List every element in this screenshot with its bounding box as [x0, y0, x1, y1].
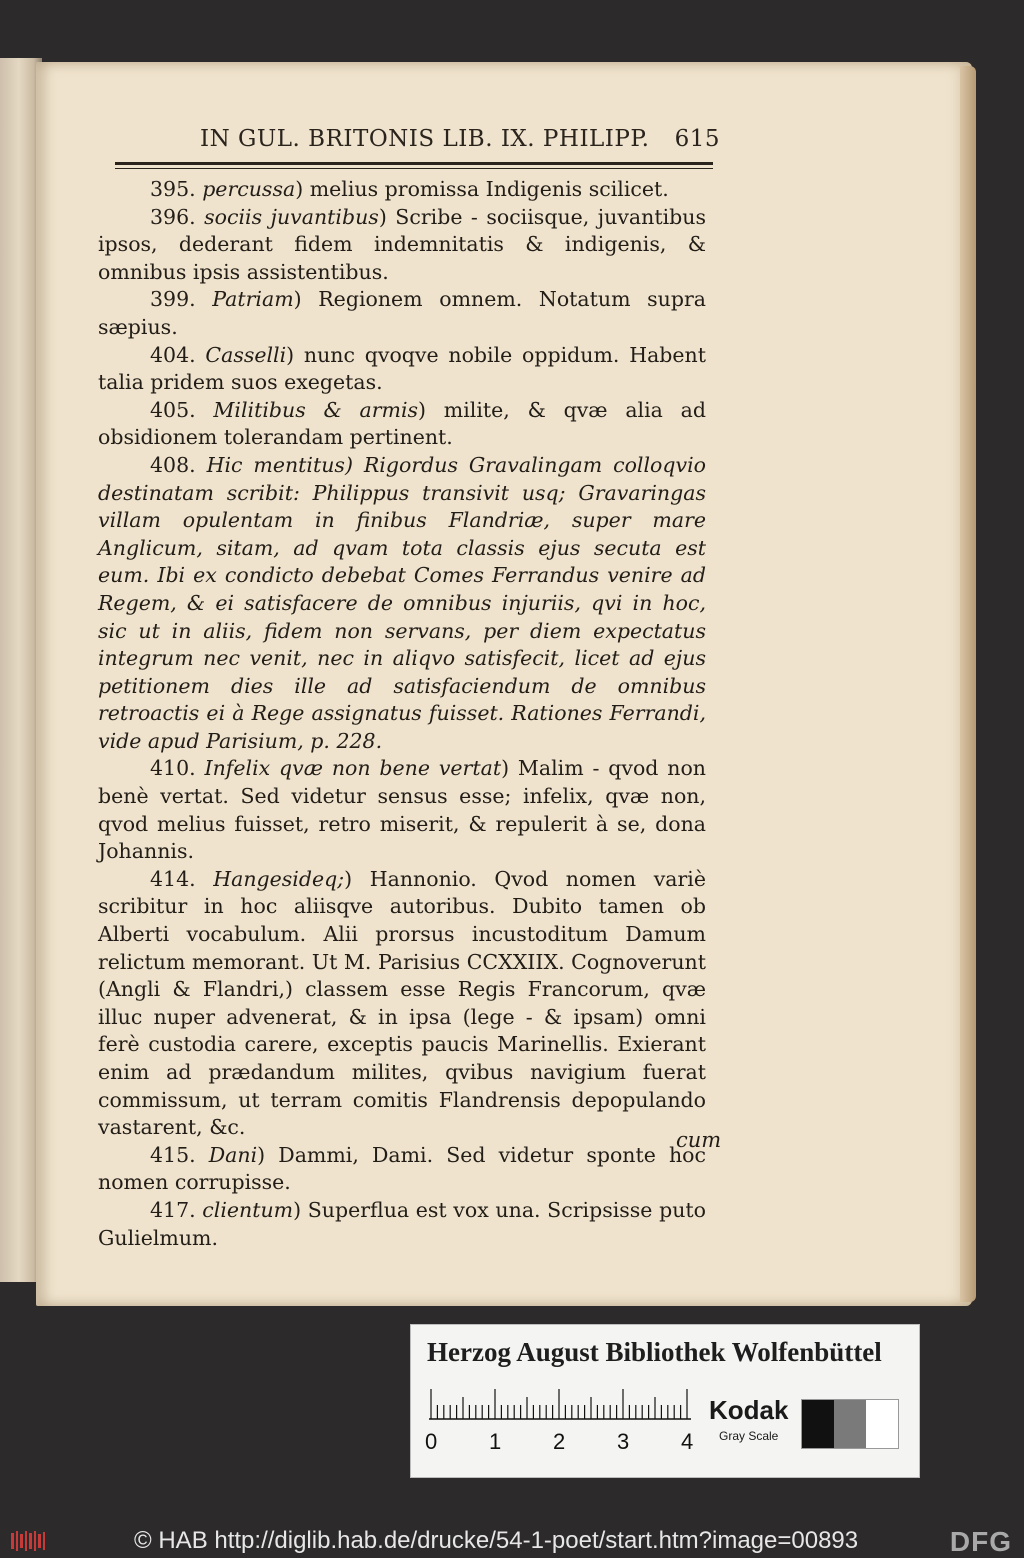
note-number: 395. [150, 177, 196, 201]
color-scale-card [410, 1324, 920, 1478]
dfg-logo: DFG [949, 1526, 1012, 1557]
note-paragraph [98, 866, 706, 1142]
note-paragraph [98, 755, 706, 865]
note-paragraph [98, 286, 706, 341]
note-paragraph [98, 1197, 706, 1252]
note-text: ) Dammi, Dami. Sed videtur sponte hoc nomen corrupisse. [98, 1142, 706, 1195]
note-text: ) Superflua est vox una. Scripsisse puto Gulielmum. [98, 1197, 706, 1250]
footer-copyright: © HAB http://diglib.hab.de/drucke/54-1-poet/start.htm?image=00893 [134, 1527, 859, 1554]
barcode-icon [10, 1529, 46, 1553]
note-number: 399. [150, 287, 196, 312]
note-number: 405. [150, 397, 196, 422]
note-paragraph [98, 176, 706, 204]
note-text: ) Rigordus Gravalingam colloqvio destinatam scribit: Philippus transivit usq; Gravaringas villam opulentam in finibus Flandriæ, super mare Anglicum, sitam, ad qvam tota classis ejus secuta est eum. Ibi ex condicto debebat Comes Ferrandus venire ad Regem, & ei satisfacere de omnibus injuriis, qvi in hoc, sic ut in aliis, fidem non servans, per diem expectatus integrum nec venit, nec in aliqvo satisfecit, licet ad ejus petitionem dies ille ad satisfaciendum de omnibus retroactis ei à Rege assignatus fuisset. Rationes Ferrandi, vide apud Parisium, p. 228. [98, 452, 706, 753]
note-lemma: Dani [208, 1142, 258, 1167]
note-lemma: Militibus & armis [213, 397, 419, 422]
note-lemma: percussa [202, 177, 296, 201]
footer-bar [0, 1524, 1024, 1557]
note-text: ) Hannonio. Qvod nomen variè scribitur in hoc aliisqve autoribus. Dubito tamen ob Alberti vocabulum. Alii prorsus incustoditum Damum relictum memorant. Ut M. Parisius CCXXIIX. Cognoverunt (Angli & Flandri,) classem esse Regis Francorum, qvæ illuc nuper advenerat, & in ipsa (lege - & ipsam) omni ferè custodia carere, exceptis paucis Marinellis. Exierant enim ad prædandum milites, qvibus navigium fuerat commissum, ut terram comitis Flandrensis depopulando vastarent, &c. [98, 866, 706, 1140]
note-lemma: Hic mentitus [206, 452, 345, 477]
note-paragraph [98, 342, 706, 397]
note-paragraph [98, 1142, 706, 1197]
note-number: 417. [150, 1197, 196, 1222]
card-title: Herzog August Bibliothek Wolfenbüttel [427, 1337, 882, 1367]
note-lemma: clientum [202, 1197, 294, 1222]
ruler-number: 4 [681, 1429, 694, 1454]
ruler-number: 0 [425, 1429, 438, 1454]
header-rule-thin [115, 168, 713, 169]
ruler-numbers [419, 1429, 709, 1457]
header-rule [115, 162, 713, 165]
ruler-number: 1 [489, 1429, 502, 1454]
kodak-logo: Kodak [709, 1395, 789, 1425]
note-paragraph [98, 397, 706, 452]
note-lemma: Casselli [205, 342, 287, 367]
gray-swatches [801, 1399, 899, 1449]
note-number: 415. [150, 1142, 196, 1167]
page-number: 615 [674, 126, 720, 152]
swatch-white [866, 1400, 898, 1448]
catchword: cum [676, 1128, 722, 1152]
running-header-title: IN GUL. BRITONIS LIB. IX. PHILIPP. [200, 126, 650, 152]
note-number: 404. [150, 342, 196, 367]
note-number: 414. [150, 866, 196, 891]
ruler-ticks [429, 1387, 691, 1421]
note-lemma: Hangesideq; [213, 866, 345, 891]
note-number: 410. [150, 756, 196, 781]
running-header [200, 122, 720, 158]
page-edge-shadow [960, 66, 976, 1302]
note-text: ) Scribe - sociisque, juvantibus ipsos, dederant fidem indemnitatis & indigenis, & omnibus ipsis assistentibus. [98, 204, 706, 284]
note-text: ) Malim - qvod non benè vertat. Sed videtur sensus esse; infelix, qvæ non, qvod melius fuisset, retro miserit, & repulerit à se, dona Johannis. [98, 756, 707, 864]
note-text: ) milite, & qvæ alia ad obsidionem tolerandam pertinent. [98, 397, 706, 450]
gray-scale-label: Gray Scale [719, 1429, 779, 1443]
note-lemma: Patriam [212, 287, 294, 312]
swatch-gray [834, 1400, 866, 1448]
note-text: ) melius promissa Indigenis scilicet. [295, 177, 669, 201]
note-paragraph [98, 452, 706, 756]
note-number: 408. [150, 452, 196, 477]
note-text: ) Regionem omnem. Notatum supra sæpius. [98, 287, 706, 339]
note-number: 396. [150, 204, 196, 229]
note-lemma: Infelix qvæ non bene vertat [204, 756, 502, 781]
note-paragraph [98, 204, 706, 287]
commentary-text [98, 176, 706, 1252]
ruler-number: 2 [553, 1429, 566, 1454]
swatch-black [802, 1400, 834, 1448]
ruler-number: 3 [617, 1429, 630, 1454]
note-lemma: sociis juvantibus [204, 204, 379, 229]
note-text: ) nunc qvoqve nobile oppidum. Habent talia pridem suos exegetas. [98, 342, 706, 395]
